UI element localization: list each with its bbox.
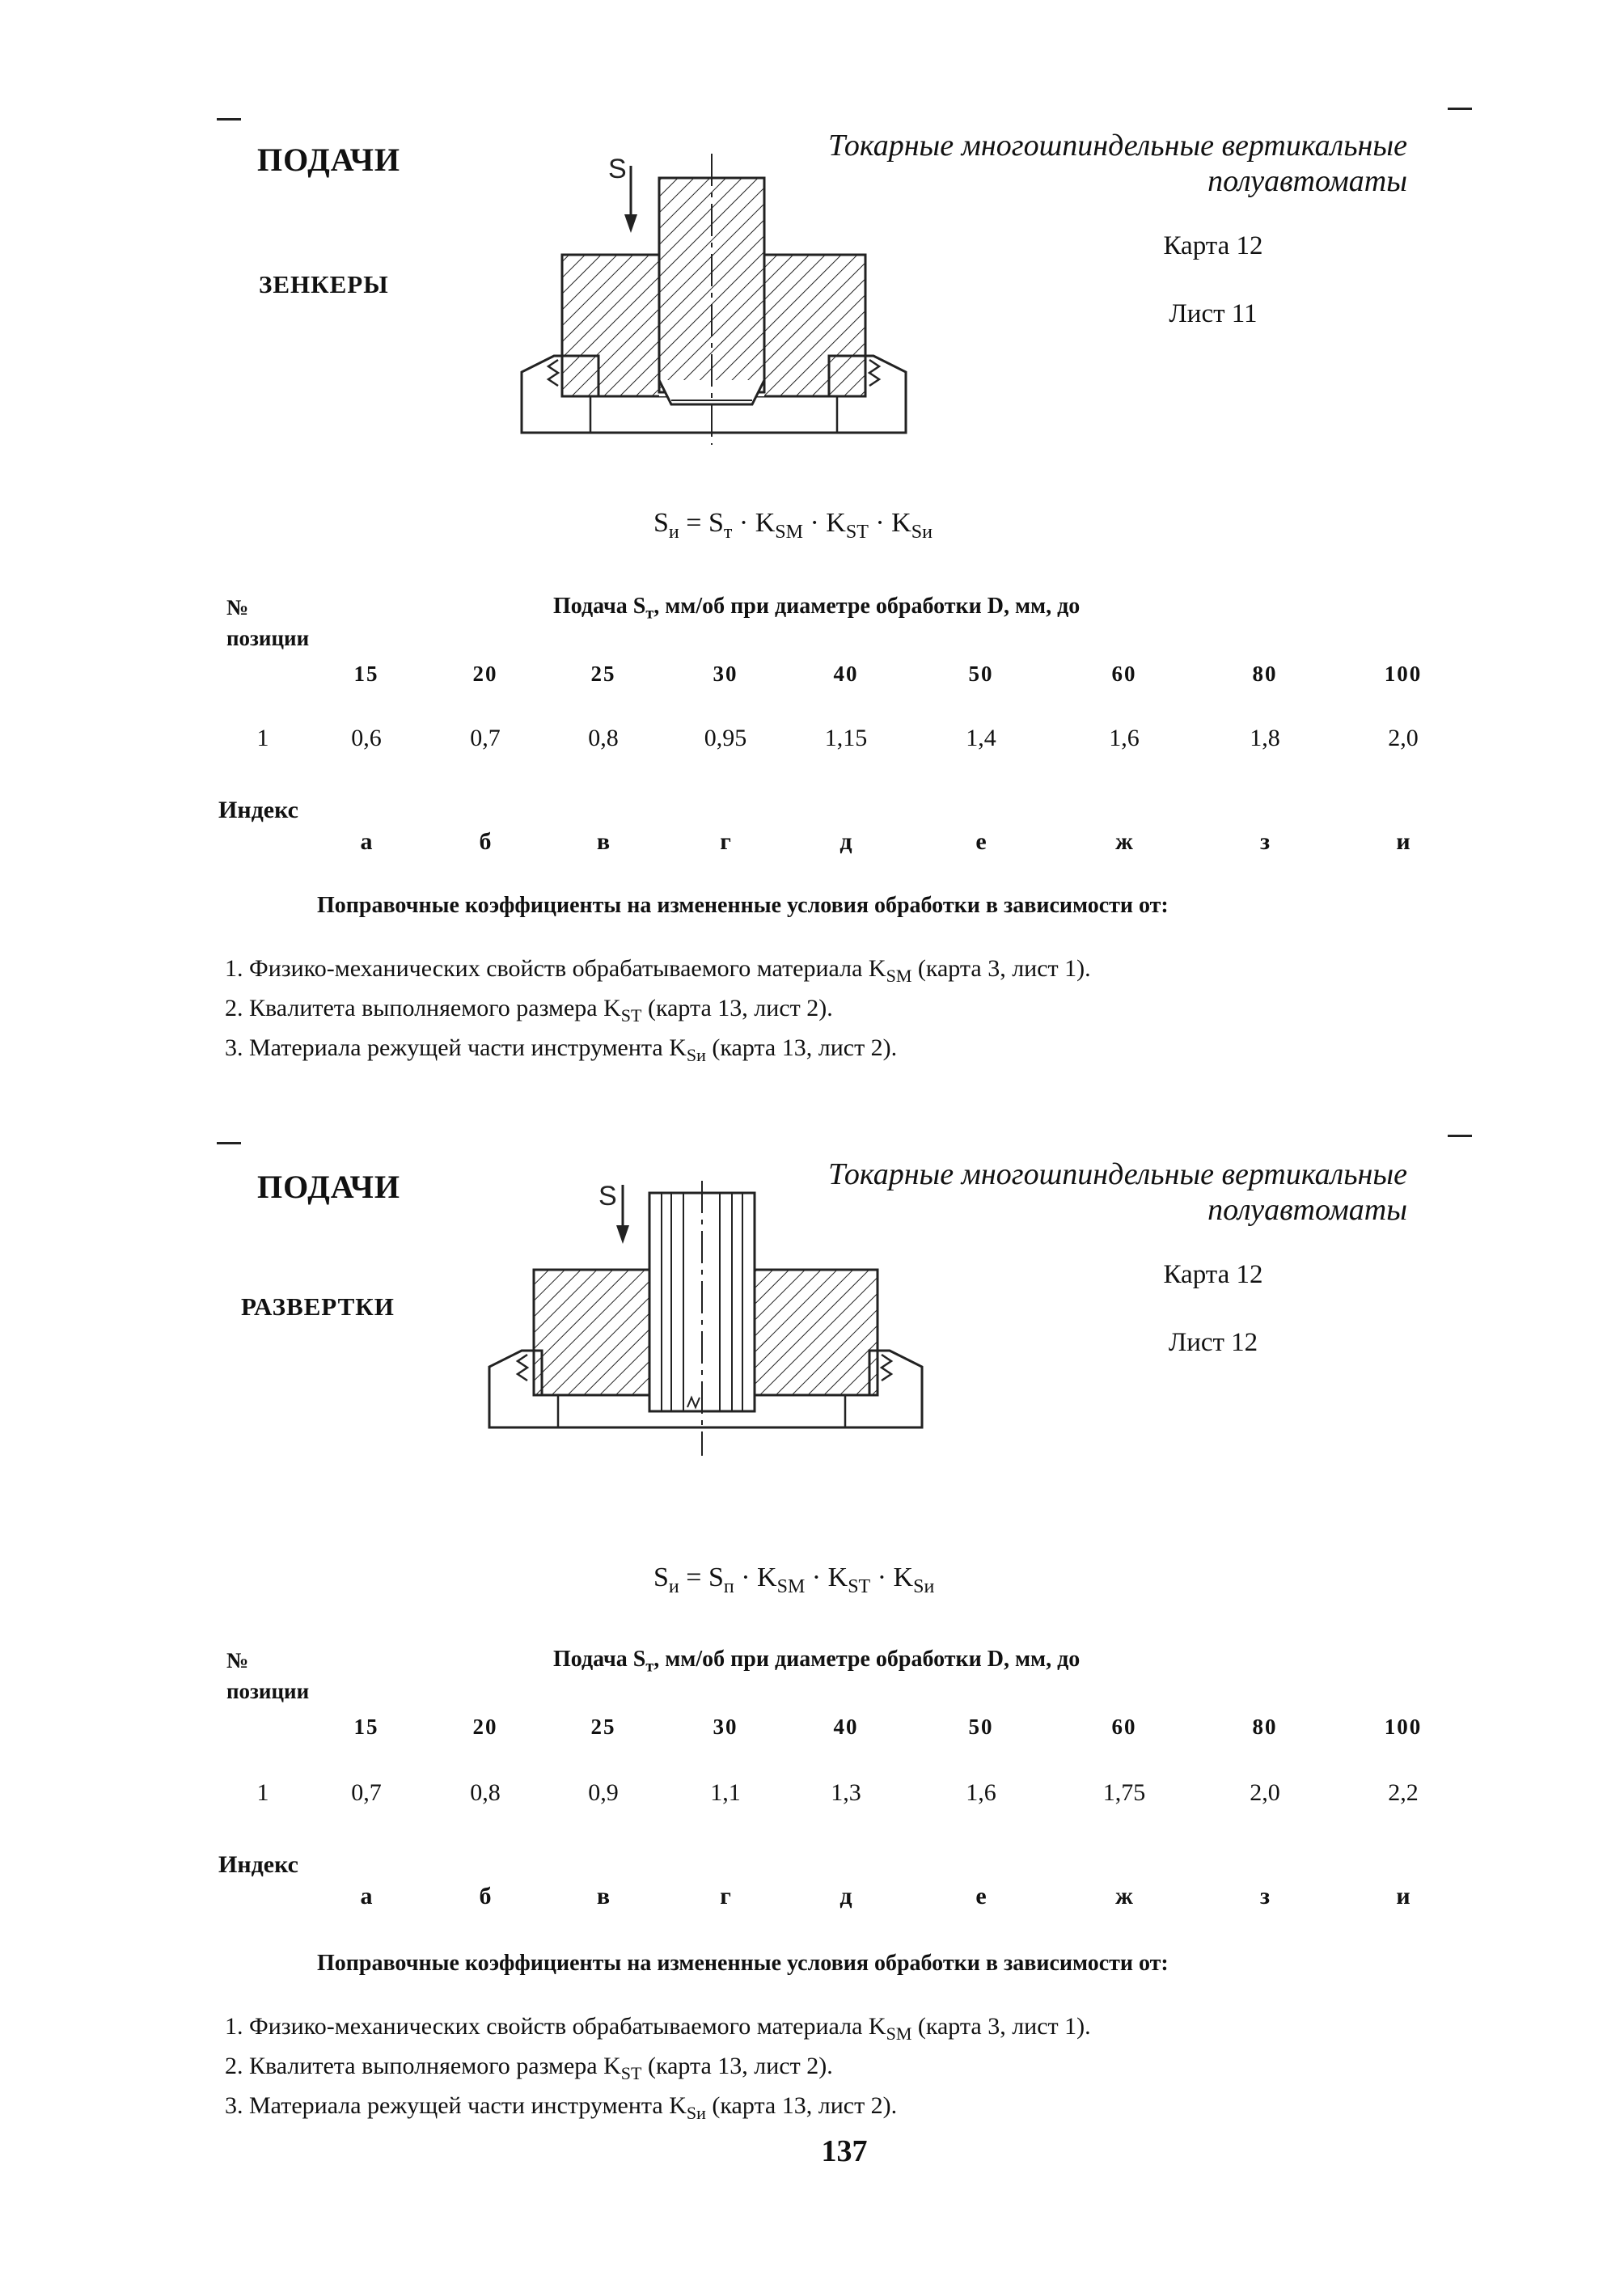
feed-cell: 0,95 bbox=[704, 725, 747, 751]
diameter-header: 40 bbox=[833, 1715, 859, 1739]
machine-type: Токарные многошпиндельные вертикальные полуавтоматы bbox=[828, 1157, 1407, 1227]
index-cell: б bbox=[479, 828, 492, 855]
diameter-header: 15 bbox=[353, 662, 379, 686]
corner-mark bbox=[1448, 1135, 1472, 1137]
diameter-header: 25 bbox=[590, 662, 616, 686]
index-label: Индекс bbox=[218, 797, 298, 823]
machine-type: Токарные многошпиндельные вертикальные полуавтоматы bbox=[828, 129, 1407, 198]
feed-formula: $S_и = S_п \cdot K_{SM} \cdot K_{ST} \cdot K_{Sи}$ bbox=[653, 1563, 935, 1597]
feed-cell: 0,9 bbox=[588, 1779, 619, 1806]
index-cell: д bbox=[839, 1883, 852, 1909]
diameter-header: 60 bbox=[1111, 1715, 1137, 1739]
position-column-label: № позиции bbox=[226, 595, 310, 650]
index-cell: а bbox=[360, 828, 373, 855]
feed-cell: 0,7 bbox=[351, 1779, 382, 1806]
index-cell: г bbox=[720, 1883, 731, 1909]
diameter-header: 50 bbox=[968, 1715, 994, 1739]
card-number: Карта 12 bbox=[1163, 231, 1263, 260]
index-cell: б bbox=[479, 1883, 492, 1909]
feed-cell: 1,6 bbox=[966, 1779, 996, 1806]
index-cell: в bbox=[596, 1883, 611, 1909]
section-title: ПОДАЧИ bbox=[257, 1169, 401, 1205]
feed-arrow-icon bbox=[616, 1225, 629, 1244]
diameter-header: 25 bbox=[590, 1715, 616, 1739]
diameter-header: 40 bbox=[833, 662, 859, 686]
diameter-header: 100 bbox=[1384, 662, 1423, 686]
list-item: 2. Квалитета выполняемого размера $K_{ST}$ (карта 13, лист 2). bbox=[225, 995, 833, 1025]
index-cell: и bbox=[1396, 828, 1410, 855]
index-cell: д bbox=[839, 828, 852, 855]
section-subtitle: ЗЕНКЕРЫ bbox=[259, 270, 389, 298]
sheet-number: Лист 11 bbox=[1169, 299, 1258, 328]
list-item: 1. Физико-механических свойств обрабатываемого материала $K_{SM}$ (карта 3, лист 1). bbox=[225, 2013, 1091, 2044]
list-item: 1. Физико-механических свойств обрабатываемого материала $K_{SM}$ (карта 3, лист 1). bbox=[225, 955, 1091, 986]
diameter-header: 50 bbox=[968, 662, 994, 686]
feed-cell: 1,15 bbox=[824, 725, 868, 751]
table-caption: Подача $S_т$, мм/об при диаметре обработки D, мм, до bbox=[553, 594, 1081, 623]
feed-cell: 1,8 bbox=[1250, 725, 1280, 751]
list-item: 2. Квалитета выполняемого размера $K_{ST}$ (карта 13, лист 2). bbox=[225, 2053, 833, 2083]
index-cell: г bbox=[720, 828, 731, 855]
diameter-header: 15 bbox=[353, 1715, 379, 1739]
correction-factors-list bbox=[225, 953, 1091, 1072]
index-cell: з bbox=[1259, 828, 1271, 855]
feed-cell: 0,8 bbox=[470, 1779, 501, 1806]
feed-cell: 1,4 bbox=[966, 725, 996, 751]
index-cell: и bbox=[1396, 1883, 1410, 1909]
correction-factors-title: Поправочные коэффициенты на измененные условия обработки в зависимости от: bbox=[317, 1951, 1169, 1976]
index-cell: е bbox=[975, 1883, 987, 1909]
diameter-header: 60 bbox=[1111, 662, 1137, 686]
sheet-number: Лист 12 bbox=[1168, 1328, 1258, 1357]
index-label: Индекс bbox=[218, 1851, 298, 1878]
feed-cell: 0,7 bbox=[470, 725, 501, 751]
index-cell: ж bbox=[1115, 1883, 1133, 1909]
feed-label: S bbox=[608, 154, 627, 184]
diameter-header: 30 bbox=[713, 1715, 738, 1739]
card-number: Карта 12 bbox=[1163, 1260, 1263, 1289]
index-cell: в bbox=[596, 828, 611, 855]
section-title: ПОДАЧИ bbox=[257, 142, 401, 178]
correction-factors-list bbox=[225, 2011, 1091, 2129]
feed-cell: 0,8 bbox=[588, 725, 619, 751]
list-item: 3. Материала режущей части инструмента $K_{Sи}$ (карта 13, лист 2). bbox=[225, 1034, 898, 1065]
corner-mark bbox=[1448, 108, 1472, 110]
diameter-header: 80 bbox=[1252, 662, 1278, 686]
index-cell: е bbox=[975, 828, 987, 855]
feed-cell: 2,0 bbox=[1388, 725, 1419, 751]
feed-cell: 2,0 bbox=[1250, 1779, 1280, 1806]
diameter-header: 80 bbox=[1252, 1715, 1278, 1739]
diameter-header: 100 bbox=[1384, 1715, 1423, 1739]
feed-cell: 1,6 bbox=[1109, 725, 1140, 751]
feed-cell: 0,6 bbox=[351, 725, 382, 751]
feed-cell: 1,75 bbox=[1102, 1779, 1146, 1806]
section-subtitle: РАЗВЕРТКИ bbox=[241, 1292, 395, 1321]
diameter-header: 20 bbox=[472, 662, 498, 686]
index-cell: ж bbox=[1115, 828, 1133, 855]
feed-cell: 1,3 bbox=[831, 1779, 861, 1806]
list-item: 3. Материала режущей части инструмента $K_{Sи}$ (карта 13, лист 2). bbox=[225, 2092, 898, 2123]
counterbore-figure bbox=[510, 154, 914, 445]
corner-mark bbox=[217, 118, 241, 121]
diameter-header: 30 bbox=[713, 662, 738, 686]
feed-formula: $S_и = S_т \cdot K_{SM} \cdot K_{ST} \cdot K_{Sи}$ bbox=[653, 508, 933, 543]
reamer-figure bbox=[477, 1181, 930, 1464]
index-cell: з bbox=[1259, 1883, 1271, 1909]
feed-cell: 1,1 bbox=[710, 1779, 741, 1806]
corner-mark bbox=[217, 1142, 241, 1144]
index-cell: а bbox=[360, 1883, 373, 1909]
correction-factors-title: Поправочные коэффициенты на измененные условия обработки в зависимости от: bbox=[317, 893, 1169, 918]
table-caption: Подача $S_т$, мм/об при диаметре обработки D, мм, до bbox=[553, 1647, 1081, 1676]
feed-cell: 2,2 bbox=[1388, 1779, 1419, 1806]
position-cell: 1 bbox=[256, 725, 269, 751]
page-number: 137 bbox=[821, 2134, 868, 2168]
feed-label: S bbox=[598, 1181, 617, 1212]
position-column-label: № позиции bbox=[226, 1648, 310, 1703]
feed-arrow-icon bbox=[624, 214, 637, 233]
diameter-header: 20 bbox=[472, 1715, 498, 1739]
position-cell: 1 bbox=[256, 1779, 269, 1806]
